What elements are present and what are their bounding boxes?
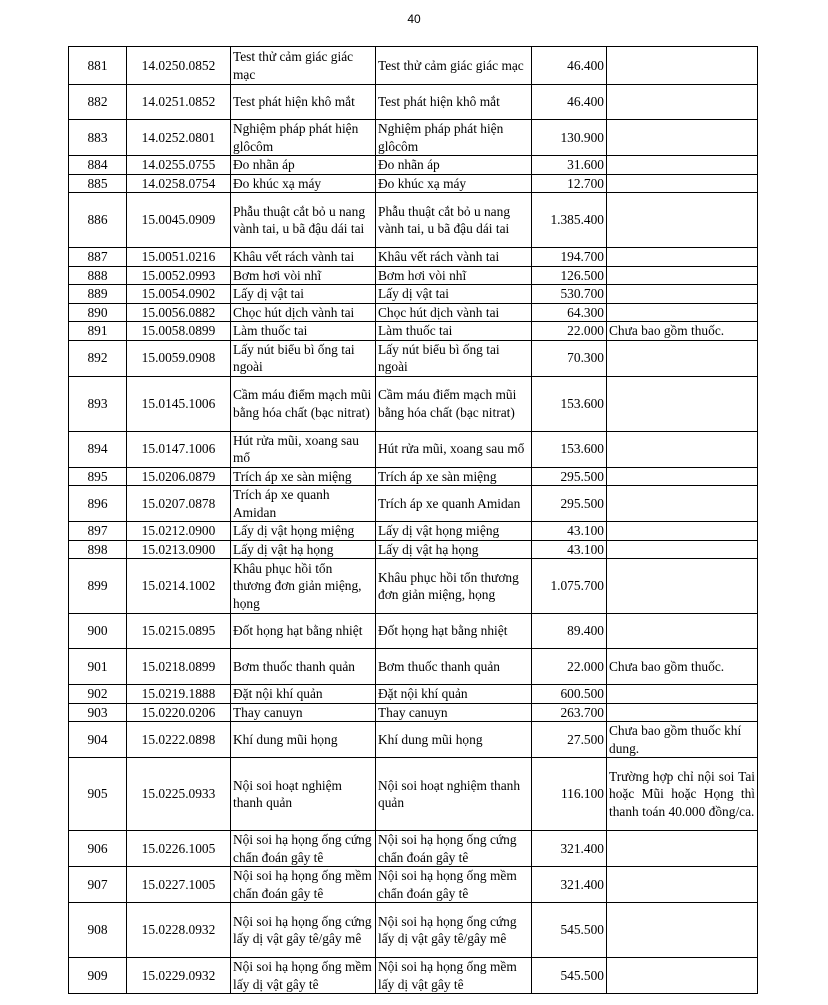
table-row: [69, 831, 758, 867]
row-number-cell: 907: [69, 867, 127, 903]
service-name-approved-cell: Nội soi hạ họng ống mềm lấy dị vật gây tê: [376, 958, 532, 994]
service-code-cell: 14.0250.0852: [127, 47, 231, 85]
note-cell: [607, 958, 758, 994]
service-code-cell: 15.0206.0879: [127, 467, 231, 486]
row-number-cell: 894: [69, 431, 127, 467]
service-name-approved-cell: Làm thuốc tai: [376, 322, 532, 341]
service-code-cell: 15.0227.1005: [127, 867, 231, 903]
table-row: [69, 376, 758, 431]
note-cell: [607, 486, 758, 522]
price-cell: 126.500: [532, 266, 607, 285]
table-row: [69, 467, 758, 486]
note-cell: [607, 47, 758, 85]
service-name-approved-cell: Nội soi hoạt nghiệm thanh quản: [376, 758, 532, 831]
row-number-cell: 885: [69, 174, 127, 193]
row-number-cell: 898: [69, 540, 127, 559]
table-row: [69, 47, 758, 85]
service-name-cell: Lấy dị vật hạ họng: [231, 540, 376, 559]
service-name-cell: Nội soi hoạt nghiệm thanh quản: [231, 758, 376, 831]
note-cell: Chưa bao gồm thuốc khí dung.: [607, 722, 758, 758]
service-name-cell: Test thử cảm giác giác mạc: [231, 47, 376, 85]
service-name-cell: Nội soi hạ họng ống mềm lấy dị vật gây tê: [231, 958, 376, 994]
table-row: [69, 649, 758, 685]
note-cell: [607, 685, 758, 704]
price-cell: 22.000: [532, 649, 607, 685]
row-number-cell: 895: [69, 467, 127, 486]
service-name-cell: Hút rửa mũi, xoang sau mổ: [231, 431, 376, 467]
note-cell: [607, 156, 758, 175]
price-cell: 545.500: [532, 958, 607, 994]
table-row: [69, 703, 758, 722]
row-number-cell: 882: [69, 85, 127, 120]
price-cell: 263.700: [532, 703, 607, 722]
price-cell: 321.400: [532, 867, 607, 903]
price-cell: 31.600: [532, 156, 607, 175]
service-code-cell: 15.0056.0882: [127, 303, 231, 322]
price-cell: 27.500: [532, 722, 607, 758]
price-cell: 46.400: [532, 47, 607, 85]
service-name-approved-cell: Phẫu thuật cắt bỏ u nang vành tai, u bã đậu dái tai: [376, 193, 532, 248]
service-name-cell: Trích áp xe sàn miệng: [231, 467, 376, 486]
service-name-cell: Khí dung mũi họng: [231, 722, 376, 758]
row-number-cell: 906: [69, 831, 127, 867]
service-name-approved-cell: Đo nhãn áp: [376, 156, 532, 175]
service-name-approved-cell: Lấy nút biểu bì ống tai ngoài: [376, 340, 532, 376]
note-cell: [607, 467, 758, 486]
row-number-cell: 892: [69, 340, 127, 376]
service-name-approved-cell: Khâu vết rách vành tai: [376, 248, 532, 267]
service-name-approved-cell: Thay canuyn: [376, 703, 532, 722]
row-number-cell: 901: [69, 649, 127, 685]
service-name-approved-cell: Hút rửa mũi, xoang sau mổ: [376, 431, 532, 467]
row-number-cell: 881: [69, 47, 127, 85]
table-row: [69, 431, 758, 467]
price-cell: 64.300: [532, 303, 607, 322]
service-name-cell: Bơm thuốc thanh quản: [231, 649, 376, 685]
service-code-cell: 15.0215.0895: [127, 614, 231, 649]
service-name-cell: Lấy dị vật họng miệng: [231, 522, 376, 541]
service-name-approved-cell: Trích áp xe quanh Amidan: [376, 486, 532, 522]
service-code-cell: 15.0225.0933: [127, 758, 231, 831]
service-name-cell: Đốt họng hạt bằng nhiệt: [231, 614, 376, 649]
table-row: [69, 322, 758, 341]
service-name-cell: Thay canuyn: [231, 703, 376, 722]
table-row: [69, 614, 758, 649]
table-row: [69, 867, 758, 903]
row-number-cell: 896: [69, 486, 127, 522]
price-cell: 43.100: [532, 522, 607, 541]
note-cell: [607, 540, 758, 559]
service-code-cell: 14.0251.0852: [127, 85, 231, 120]
service-code-cell: 15.0145.1006: [127, 376, 231, 431]
service-name-cell: Đặt nội khí quản: [231, 685, 376, 704]
note-cell: [607, 831, 758, 867]
table-row: [69, 266, 758, 285]
table-row: [69, 903, 758, 958]
service-code-cell: 14.0258.0754: [127, 174, 231, 193]
price-cell: 130.900: [532, 120, 607, 156]
service-code-cell: 15.0051.0216: [127, 248, 231, 267]
price-cell: 1.385.400: [532, 193, 607, 248]
note-cell: [607, 285, 758, 304]
note-cell: [607, 120, 758, 156]
note-cell: [607, 248, 758, 267]
service-code-cell: 14.0252.0801: [127, 120, 231, 156]
service-name-approved-cell: Bơm thuốc thanh quản: [376, 649, 532, 685]
table-row: [69, 540, 758, 559]
table-row: [69, 120, 758, 156]
row-number-cell: 903: [69, 703, 127, 722]
service-code-cell: 15.0207.0878: [127, 486, 231, 522]
note-cell: [607, 903, 758, 958]
service-code-cell: 15.0045.0909: [127, 193, 231, 248]
service-name-approved-cell: Đặt nội khí quản: [376, 685, 532, 704]
table-row: [69, 174, 758, 193]
note-cell: [607, 85, 758, 120]
table-row: [69, 758, 758, 831]
service-name-approved-cell: Trích áp xe sàn miệng: [376, 467, 532, 486]
price-cell: 89.400: [532, 614, 607, 649]
row-number-cell: 904: [69, 722, 127, 758]
service-name-cell: Chọc hút dịch vành tai: [231, 303, 376, 322]
table-row: [69, 722, 758, 758]
row-number-cell: 893: [69, 376, 127, 431]
table-row: [69, 522, 758, 541]
row-number-cell: 888: [69, 266, 127, 285]
service-name-approved-cell: Khâu phục hồi tổn thương đơn giản miệng, họng: [376, 559, 532, 614]
note-cell: [607, 266, 758, 285]
service-name-approved-cell: Chọc hút dịch vành tai: [376, 303, 532, 322]
service-code-cell: 15.0213.0900: [127, 540, 231, 559]
service-code-cell: 15.0058.0899: [127, 322, 231, 341]
note-cell: [607, 174, 758, 193]
service-code-cell: 15.0147.1006: [127, 431, 231, 467]
service-code-cell: 14.0255.0755: [127, 156, 231, 175]
row-number-cell: 905: [69, 758, 127, 831]
service-name-cell: Trích áp xe quanh Amidan: [231, 486, 376, 522]
service-name-approved-cell: Nội soi hạ họng ống cứng lấy dị vật gây tê/gây mê: [376, 903, 532, 958]
service-name-cell: Đo khúc xạ máy: [231, 174, 376, 193]
table-row: [69, 958, 758, 994]
service-name-cell: Nội soi hạ họng ống cứng chẩn đoán gây tê: [231, 831, 376, 867]
service-name-cell: Bơm hơi vòi nhĩ: [231, 266, 376, 285]
service-code-cell: 15.0054.0902: [127, 285, 231, 304]
price-table-body: [69, 47, 758, 994]
service-name-approved-cell: Lấy dị vật hạ họng: [376, 540, 532, 559]
row-number-cell: 891: [69, 322, 127, 341]
note-cell: [607, 193, 758, 248]
service-name-approved-cell: Bơm hơi vòi nhĩ: [376, 266, 532, 285]
price-cell: 43.100: [532, 540, 607, 559]
service-code-cell: 15.0222.0898: [127, 722, 231, 758]
service-code-cell: 15.0219.1888: [127, 685, 231, 704]
service-code-cell: 15.0220.0206: [127, 703, 231, 722]
table-row: [69, 193, 758, 248]
price-cell: 70.300: [532, 340, 607, 376]
price-table: [68, 46, 758, 994]
row-number-cell: 899: [69, 559, 127, 614]
service-name-cell: Lấy dị vật tai: [231, 285, 376, 304]
row-number-cell: 909: [69, 958, 127, 994]
price-cell: 295.500: [532, 467, 607, 486]
price-cell: 295.500: [532, 486, 607, 522]
service-name-cell: Lấy nút biểu bì ống tai ngoài: [231, 340, 376, 376]
service-name-approved-cell: Nội soi hạ họng ống cứng chẩn đoán gây tê: [376, 831, 532, 867]
service-name-cell: Nội soi hạ họng ống cứng lấy dị vật gây tê/gây mê: [231, 903, 376, 958]
service-name-cell: Cầm máu điểm mạch mũi bằng hóa chất (bạc nitrat): [231, 376, 376, 431]
row-number-cell: 900: [69, 614, 127, 649]
service-name-approved-cell: Đốt họng hạt bằng nhiệt: [376, 614, 532, 649]
row-number-cell: 889: [69, 285, 127, 304]
note-cell: Chưa bao gồm thuốc.: [607, 649, 758, 685]
service-name-cell: Khâu vết rách vành tai: [231, 248, 376, 267]
price-cell: 46.400: [532, 85, 607, 120]
service-name-approved-cell: Đo khúc xạ máy: [376, 174, 532, 193]
table-row: [69, 156, 758, 175]
service-name-approved-cell: Nghiệm pháp phát hiện glôcôm: [376, 120, 532, 156]
price-cell: 194.700: [532, 248, 607, 267]
service-name-cell: Đo nhãn áp: [231, 156, 376, 175]
price-cell: 545.500: [532, 903, 607, 958]
note-cell: [607, 522, 758, 541]
price-cell: 1.075.700: [532, 559, 607, 614]
note-cell: Trường hợp chỉ nội soi Tai hoặc Mũi hoặc Họng thì thanh toán 40.000 đồng/ca.: [607, 758, 758, 831]
row-number-cell: 884: [69, 156, 127, 175]
service-code-cell: 15.0228.0932: [127, 903, 231, 958]
price-cell: 600.500: [532, 685, 607, 704]
table-row: [69, 248, 758, 267]
service-code-cell: 15.0052.0993: [127, 266, 231, 285]
service-name-approved-cell: Cầm máu điểm mạch mũi bằng hóa chất (bạc nitrat): [376, 376, 532, 431]
table-row: [69, 559, 758, 614]
note-cell: Chưa bao gồm thuốc.: [607, 322, 758, 341]
service-name-cell: Nội soi hạ họng ống mềm chẩn đoán gây tê: [231, 867, 376, 903]
note-cell: [607, 614, 758, 649]
service-name-approved-cell: Khí dung mũi họng: [376, 722, 532, 758]
row-number-cell: 897: [69, 522, 127, 541]
service-name-approved-cell: Test phát hiện khô mắt: [376, 85, 532, 120]
note-cell: [607, 559, 758, 614]
table-row: [69, 685, 758, 704]
row-number-cell: 902: [69, 685, 127, 704]
price-cell: 12.700: [532, 174, 607, 193]
service-code-cell: 15.0212.0900: [127, 522, 231, 541]
note-cell: [607, 867, 758, 903]
price-cell: 22.000: [532, 322, 607, 341]
row-number-cell: 908: [69, 903, 127, 958]
price-cell: 153.600: [532, 376, 607, 431]
price-cell: 321.400: [532, 831, 607, 867]
service-code-cell: 15.0214.1002: [127, 559, 231, 614]
table-row: [69, 340, 758, 376]
table-row: [69, 285, 758, 304]
service-name-approved-cell: Lấy dị vật tai: [376, 285, 532, 304]
note-cell: [607, 340, 758, 376]
row-number-cell: 890: [69, 303, 127, 322]
service-name-cell: Nghiệm pháp phát hiện glôcôm: [231, 120, 376, 156]
price-cell: 116.100: [532, 758, 607, 831]
note-cell: [607, 703, 758, 722]
table-row: [69, 303, 758, 322]
note-cell: [607, 431, 758, 467]
service-name-approved-cell: Test thử cảm giác giác mạc: [376, 47, 532, 85]
service-name-cell: Test phát hiện khô mắt: [231, 85, 376, 120]
price-cell: 530.700: [532, 285, 607, 304]
price-cell: 153.600: [532, 431, 607, 467]
service-name-cell: Làm thuốc tai: [231, 322, 376, 341]
row-number-cell: 887: [69, 248, 127, 267]
service-name-approved-cell: Lấy dị vật họng miệng: [376, 522, 532, 541]
table-row: [69, 85, 758, 120]
service-code-cell: 15.0218.0899: [127, 649, 231, 685]
service-code-cell: 15.0226.1005: [127, 831, 231, 867]
row-number-cell: 883: [69, 120, 127, 156]
table-row: [69, 486, 758, 522]
row-number-cell: 886: [69, 193, 127, 248]
service-name-approved-cell: Nội soi hạ họng ống mềm chẩn đoán gây tê: [376, 867, 532, 903]
note-cell: [607, 376, 758, 431]
service-name-cell: Phẫu thuật cắt bỏ u nang vành tai, u bã đậu dái tai: [231, 193, 376, 248]
service-code-cell: 15.0059.0908: [127, 340, 231, 376]
service-code-cell: 15.0229.0932: [127, 958, 231, 994]
note-cell: [607, 303, 758, 322]
service-name-cell: Khâu phục hồi tổn thương đơn giản miệng, họng: [231, 559, 376, 614]
page-number: 40: [407, 12, 421, 26]
